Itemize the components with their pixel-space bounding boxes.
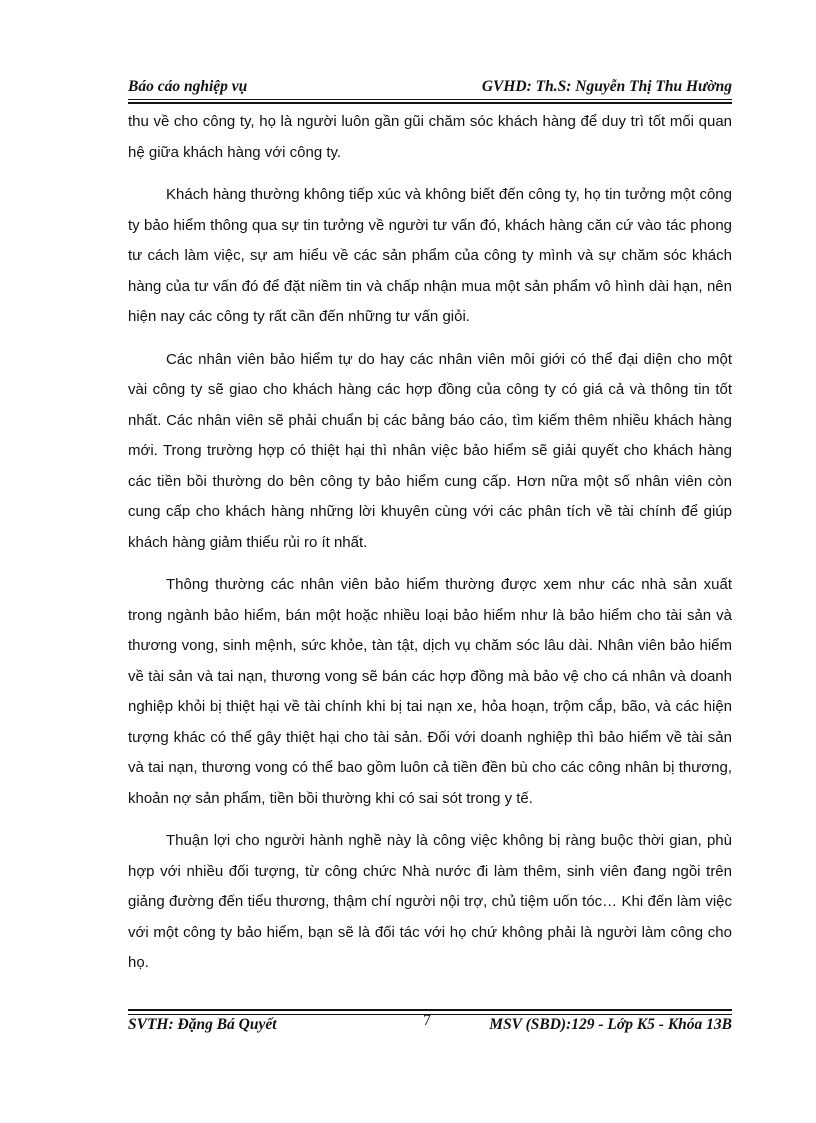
footer-student-name: SVTH: Đặng Bá Quyết (128, 1016, 277, 1033)
paragraph-5: Thuận lợi cho người hành nghề này là công việc không bị ràng buộc thời gian, phù hợp với nhiều đối tượng, từ công chức Nhà nước đi làm thêm, sinh viên đang ngồi trên giảng đường đến tiểu thương, thậm chí người nội trợ, chủ tiệm uốn tóc… Khi đến làm việc với một công ty bảo hiểm, bạn sẽ là đối tác với họ chứ không phải là người làm công cho họ. (128, 832, 732, 971)
footer-student-id: MSV (SBD):129 - Lớp K5 - Khóa 13B (489, 1016, 732, 1033)
page-number: 7 (423, 1012, 431, 1029)
paragraph-1: thu về cho công ty, họ là người luôn gần gũi chăm sóc khách hàng để duy trì tốt mối quan hệ giữa khách hàng với công ty. (128, 113, 732, 161)
page-footer (128, 1014, 732, 1038)
footer-divider-thick (128, 1009, 732, 1011)
header-supervisor: GVHD: Th.S: Nguyễn Thị Thu Hường (481, 78, 732, 95)
header-divider-thin (128, 99, 732, 100)
document-body (128, 107, 732, 991)
header-report-title: Báo cáo nghiệp vụ (128, 78, 248, 95)
paragraph-2: Khách hàng thường không tiếp xúc và không biết đến công ty, họ tin tưởng một công ty bảo hiểm thông qua sự tin tưởng về người tư vấn đó, khách hàng căn cứ vào tác phong tư cách làm việc, sự am hiểu về các sản phẩm của công ty mình và sự chăm sóc khách hàng của tư vấn đó để đặt niềm tin và chấp nhận mua một sản phẩm vô hình dài hạn, nên hiện nay các công ty rất cần đến những tư vấn giỏi. (128, 186, 732, 325)
page-header (128, 78, 732, 98)
paragraph-3: Các nhân viên bảo hiểm tự do hay các nhân viên môi giới có thể đại diện cho một vài công ty sẽ giao cho khách hàng các hợp đồng của công ty có giá cả và thông tin tốt nhất. Các nhân viên sẽ phải chuẩn bị các bảng báo cáo, tìm kiếm thêm nhiều khách hàng mới. Trong trường hợp có thiệt hại thì nhân việc bảo hiểm sẽ giải quyết cho khách hàng các tiền bồi thường do bên công ty bảo hiểm cung cấp. Hơn nữa một số nhân viên còn cung cấp cho khách hàng những lời khuyên cùng với các phân tích về tài chính để giúp khách hàng giảm thiểu rủi ro ít nhất. (128, 350, 732, 551)
header-divider-thick (128, 102, 732, 104)
paragraph-4: Thông thường các nhân viên bảo hiểm thường được xem như các nhà sản xuất trong ngành bảo hiểm, bán một hoặc nhiều loại bảo hiểm như là bảo hiểm cho tài sản và thương vong, sinh mệnh, sức khỏe, tàn tật, dịch vụ chăm sóc lâu dài. Nhân viên bảo hiểm về tài sản và tai nạn, thương vong sẽ bán các hợp đồng mà bảo vệ cho cá nhân và doanh nghiệp khỏi bị thiệt hại về tài chính khi bị tai nạn xe, hỏa hoạn, trộm cắp, bão, và các hiện tượng khác có thể gây thiệt hại cho tài sản. Đối với doanh nghiệp thì bảo hiểm về tài sản và tai nạn, thương vong có thể bao gồm luôn cả tiền đền bù cho các công nhân bị thương, khoản nợ sản phẩm, tiền bồi thường khi có sai sót trong y tế. (128, 576, 732, 807)
